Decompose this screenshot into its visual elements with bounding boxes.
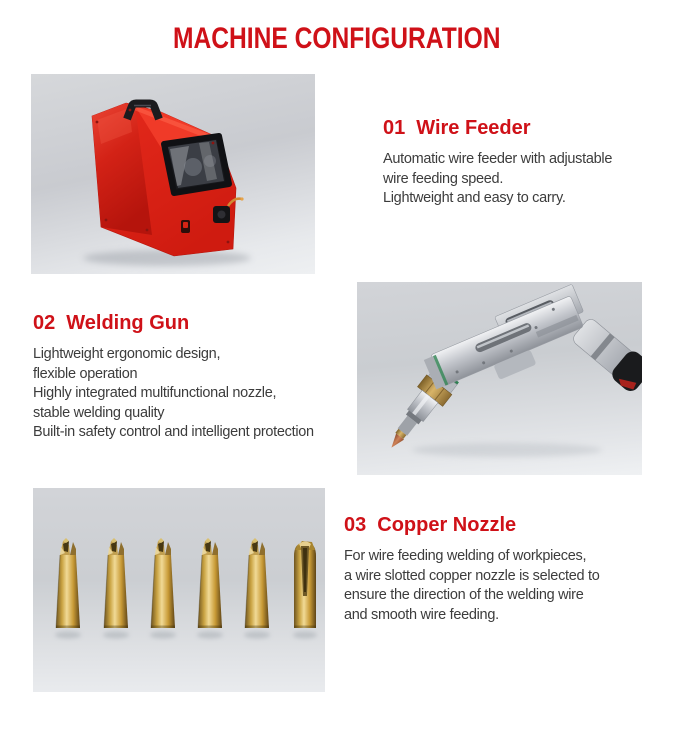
section-wire-feeder — [383, 116, 655, 209]
section-title: Copper Nozzle — [377, 514, 517, 536]
section-title: Welding Gun — [66, 312, 190, 334]
description-line: For wire feeding welding of workpieces, — [344, 548, 587, 564]
welding-gun-photo — [357, 282, 642, 475]
description-line: Highly integrated multifunctional nozzle, — [33, 385, 277, 401]
description-line: and smooth wire feeding. — [344, 606, 499, 623]
description-line: stable welding quality — [33, 404, 165, 421]
description-line: Lightweight and easy to carry. — [383, 190, 566, 206]
section-description — [33, 345, 353, 443]
copper-nozzle-illustration — [33, 488, 325, 692]
section-welding-gun — [33, 311, 353, 443]
section-title: Wire Feeder — [416, 117, 531, 139]
description-line: a wire slotted copper nozzle is selected to — [344, 567, 600, 584]
section-description — [383, 150, 655, 209]
section-number: 02 — [33, 312, 56, 334]
section-number: 03 — [344, 514, 367, 536]
section-number: 01 — [383, 117, 406, 139]
section-description — [344, 547, 660, 625]
section-heading — [383, 116, 655, 140]
description-line: ensure the direction of the welding wire — [344, 587, 584, 603]
section-heading — [33, 311, 353, 335]
wire-feeder-illustration — [31, 74, 315, 274]
description-line: wire feeding speed. — [383, 170, 504, 187]
section-copper-nozzle — [344, 513, 660, 625]
wire-feeder-photo — [31, 74, 315, 274]
page-title — [0, 22, 673, 56]
description-line: flexible operation — [33, 365, 138, 382]
description-line: Lightweight ergonomic design, — [33, 346, 221, 362]
description-line: Built-in safety control and intelligent protection — [33, 424, 314, 440]
section-heading — [344, 513, 660, 537]
welding-gun-illustration — [357, 282, 642, 475]
description-line: Automatic wire feeder with adjustable — [383, 151, 613, 167]
copper-nozzle-photo — [33, 488, 325, 692]
page-title-text: MACHINE CONFIGURATION — [172, 22, 501, 55]
